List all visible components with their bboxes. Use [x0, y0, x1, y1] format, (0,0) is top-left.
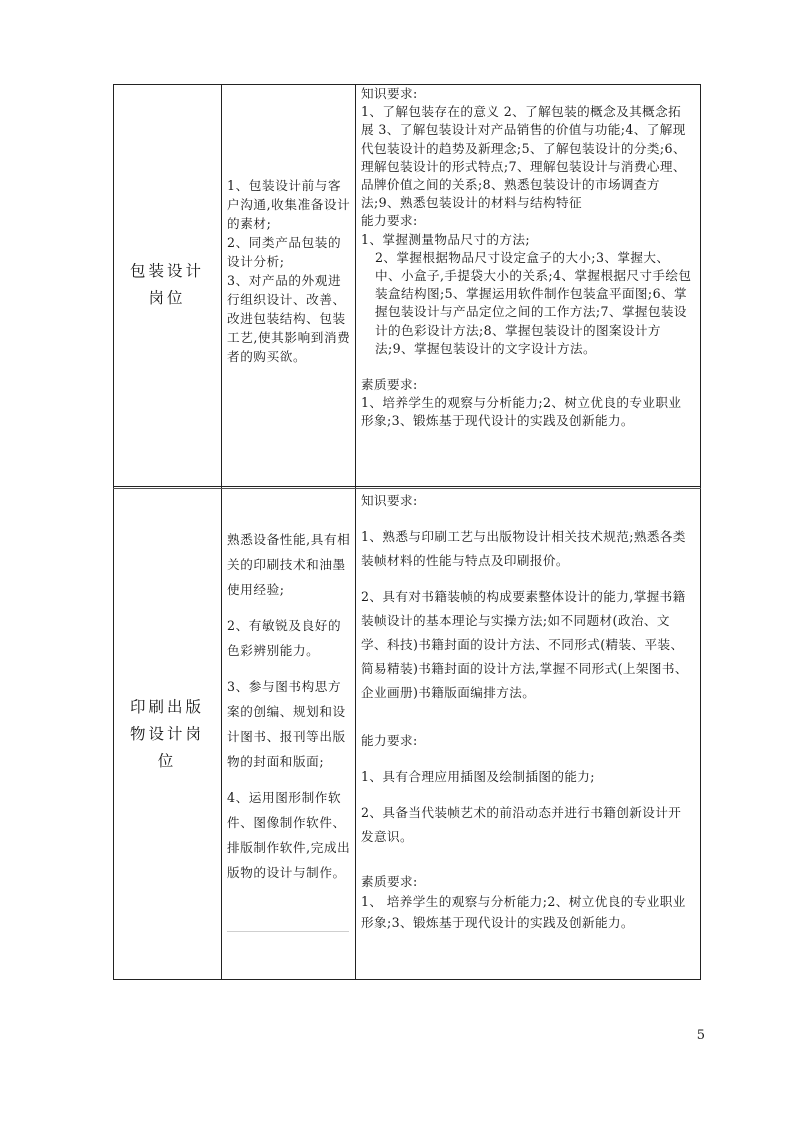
- knowledge-label: 知识要求:: [361, 493, 418, 508]
- duty-item: 熟悉设备性能,具有相关的印刷技术和油墨使用经验;: [227, 532, 351, 597]
- quality-label: 素质要求:: [361, 874, 418, 889]
- ability-text: 2、掌握根据物品尺寸设定盒子的大小;3、掌握大、中、小盒子,手提袋大小的关系;4、掌握根据尺寸手绘包装盒结构图;5、掌握运用软件制作包装盒平面图;6、掌握包装设计与产品定位之间的工作方法;7、掌握包装设计的色彩设计方法;8、掌握包装设计的图案设计方法;9、掌握包装设计的文字设计方法。: [375, 249, 692, 356]
- requirements-cell: [355, 489, 700, 933]
- requirements-table: [113, 84, 701, 980]
- row-divider: [113, 486, 701, 487]
- table-row: [113, 489, 221, 979]
- ability-text: 2、具备当代装帧艺术的前沿动态并进行书籍创新设计开发意识。: [361, 805, 682, 844]
- duty-item: 2、同类产品包装的设计分析;: [227, 235, 342, 269]
- requirements-cell: [355, 85, 700, 431]
- ability-text: 1、具有合理应用插图及绘制插图的能力;: [361, 769, 595, 784]
- ability-label: 能力要求:: [361, 213, 418, 229]
- table-border-bottom: [113, 979, 701, 980]
- duty-item: 3、参与图书构思方案的创编、规划和设计图书、报刊等出版物的封面和版面;: [227, 679, 346, 769]
- quality-label: 素质要求:: [361, 377, 418, 393]
- page-number: 5: [696, 1028, 705, 1043]
- duty-item: 2、有敏锐及良好的色彩辨别能力。: [227, 618, 342, 658]
- knowledge-text: 1、了解包装存在的意义 2、了解包装的概念及其概念拓展 3、了解包装设计对产品销售的价值与功能;4、了解现代包装设计的趋势及新理念;5、了解包装设计的分类;6、理解包装设计的形式特点;7、理解包装设计与消费心理、品牌价值之间的关系;8、熟悉包装设计的市场调查方法;9、熟悉包装设计的材料与结构特征: [361, 104, 686, 211]
- position-title: 包装设计岗位: [129, 262, 204, 307]
- table-border-right: [700, 84, 701, 980]
- inner-rule: [227, 931, 349, 932]
- ability-label: 能力要求:: [361, 733, 418, 748]
- position-title: 印刷出版物设计岗位: [129, 697, 204, 770]
- knowledge-text: 2、具有对书籍装帧的构成要素整体设计的能力,掌握书籍装帧设计的基本理论与实操方法;如不同题材(政治、文学、科技)书籍封面的设计方法、不同形式(精装、平装、简易精装)书籍封面的设计方法,掌握不同形式(上架图书、企业画册)书籍版面编排方法。: [361, 589, 688, 700]
- duty-item: 3、对产品的外观进行组织设计、改善、改进包装结构、包装工艺,使其影响到消费者的购买欲。: [227, 273, 351, 364]
- knowledge-text: 1、熟悉与印刷工艺与出版物设计相关技术规范;熟悉各类装帧材料的性能与特点及印刷报价。: [361, 529, 686, 568]
- table-row: [113, 84, 221, 486]
- duty-item: 1、包装设计前与客户沟通,收集准备设计的素材;: [227, 178, 351, 231]
- quality-text: 1、培养学生的观察与分析能力;2、树立优良的专业职业形象;3、锻炼基于现代设计的实践及创新能力。: [361, 395, 682, 429]
- duties-cell: [221, 527, 355, 896]
- duty-item: 4、运用图形制作软件、图像制作软件、排版制作软件,完成出版物的设计与制作。: [227, 790, 351, 880]
- quality-text: 1、 培养学生的观察与分析能力;2、树立优良的专业职业形象;3、锻炼基于现代设计的实践及创新能力。: [361, 894, 686, 930]
- ability-text: 1、掌握测量物品尺寸的方法;: [361, 231, 530, 247]
- knowledge-label: 知识要求:: [361, 86, 418, 101]
- duties-cell: [221, 176, 355, 366]
